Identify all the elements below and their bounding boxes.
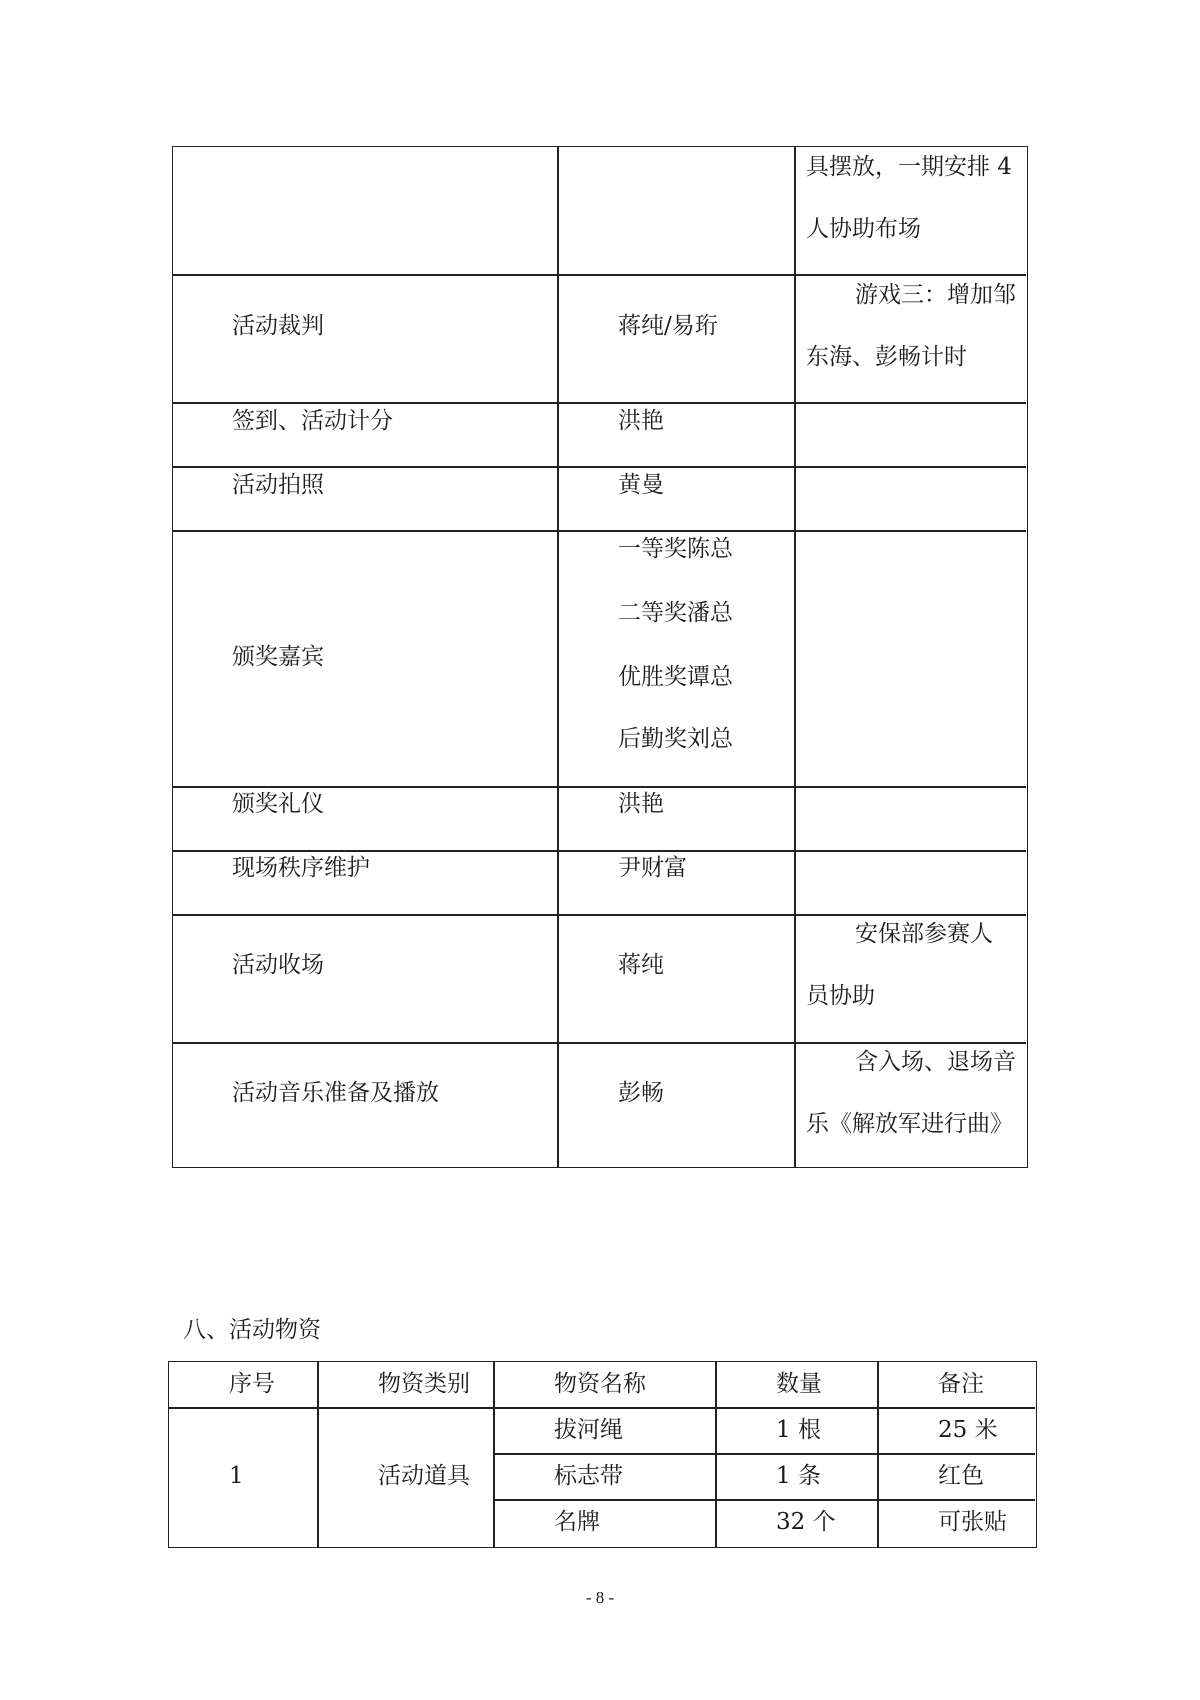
note-cell-line: 乐《解放军进行曲》 <box>806 1111 1013 1137</box>
column-divider <box>557 147 559 1167</box>
row-divider <box>493 1499 1035 1501</box>
person-cell-line: 二等奖潘总 <box>618 600 733 626</box>
person-cell: 黄曼 <box>618 472 664 498</box>
staff-assignment-table <box>172 146 1028 1168</box>
person-cell-line: 优胜奖谭总 <box>618 664 733 690</box>
note-cell-line: 具摆放，一期安排 4 <box>806 154 1012 180</box>
person-cell: 洪艳 <box>618 791 664 817</box>
role-cell: 活动音乐准备及播放 <box>232 1080 439 1106</box>
supplies-table <box>168 1361 1037 1548</box>
person-cell: 彭畅 <box>618 1080 664 1106</box>
note-cell-line: 员协助 <box>806 983 875 1009</box>
note-cell-line: 人协助布场 <box>806 216 921 242</box>
header-divider <box>169 1407 1035 1409</box>
row-divider <box>173 402 1026 404</box>
row-divider <box>173 850 1026 852</box>
note-cell-line: 安保部参赛人 <box>855 921 993 947</box>
person-cell-line: 一等奖陈总 <box>618 536 733 562</box>
person-cell: 洪艳 <box>618 408 664 434</box>
column-divider <box>317 1362 319 1547</box>
row-divider <box>173 914 1026 916</box>
role-cell: 活动裁判 <box>232 313 324 339</box>
page-number: - 8 - <box>585 1588 615 1607</box>
item-quantity: 1 根 <box>776 1417 821 1443</box>
role-cell: 活动拍照 <box>232 472 324 498</box>
person-cell-line: 后勤奖刘总 <box>618 726 733 752</box>
role-cell: 签到、活动计分 <box>232 408 393 434</box>
item-quantity: 1 条 <box>776 1463 821 1489</box>
role-cell: 颁奖嘉宾 <box>232 644 324 670</box>
row-divider <box>173 466 1026 468</box>
item-name: 名牌 <box>554 1509 600 1535</box>
note-cell-line: 含入场、退场音 <box>855 1049 1016 1075</box>
item-note: 可张贴 <box>938 1509 1007 1535</box>
row-divider <box>493 1453 1035 1455</box>
item-note: 红色 <box>938 1463 984 1489</box>
person-cell: 蒋纯 <box>618 952 664 978</box>
role-cell: 现场秩序维护 <box>232 855 370 881</box>
column-divider <box>794 147 796 1167</box>
item-quantity: 32 个 <box>776 1509 836 1535</box>
section-heading: 八、活动物资 <box>183 1317 321 1343</box>
role-cell: 活动收场 <box>232 952 324 978</box>
person-cell: 尹财富 <box>618 855 687 881</box>
row-divider <box>173 786 1026 788</box>
person-cell: 蒋纯/易珩 <box>618 313 718 339</box>
group-category: 活动道具 <box>378 1463 470 1489</box>
column-divider <box>877 1362 879 1547</box>
column-divider <box>715 1362 717 1547</box>
note-cell-line: 游戏三：增加邹 <box>855 282 1016 308</box>
note-cell-line: 东海、彭畅计时 <box>806 344 967 370</box>
header-quantity: 数量 <box>776 1371 822 1397</box>
group-index: 1 <box>229 1463 244 1489</box>
row-divider <box>173 1042 1026 1044</box>
column-divider <box>493 1362 495 1547</box>
item-note: 25 米 <box>938 1417 998 1443</box>
header-name: 物资名称 <box>554 1371 646 1397</box>
row-divider <box>173 530 1026 532</box>
row-divider <box>173 274 1026 276</box>
header-note: 备注 <box>938 1371 984 1397</box>
item-name: 拔河绳 <box>554 1417 623 1443</box>
header-index: 序号 <box>229 1371 275 1397</box>
item-name: 标志带 <box>554 1463 623 1489</box>
header-category: 物资类别 <box>378 1371 470 1397</box>
role-cell: 颁奖礼仪 <box>232 791 324 817</box>
